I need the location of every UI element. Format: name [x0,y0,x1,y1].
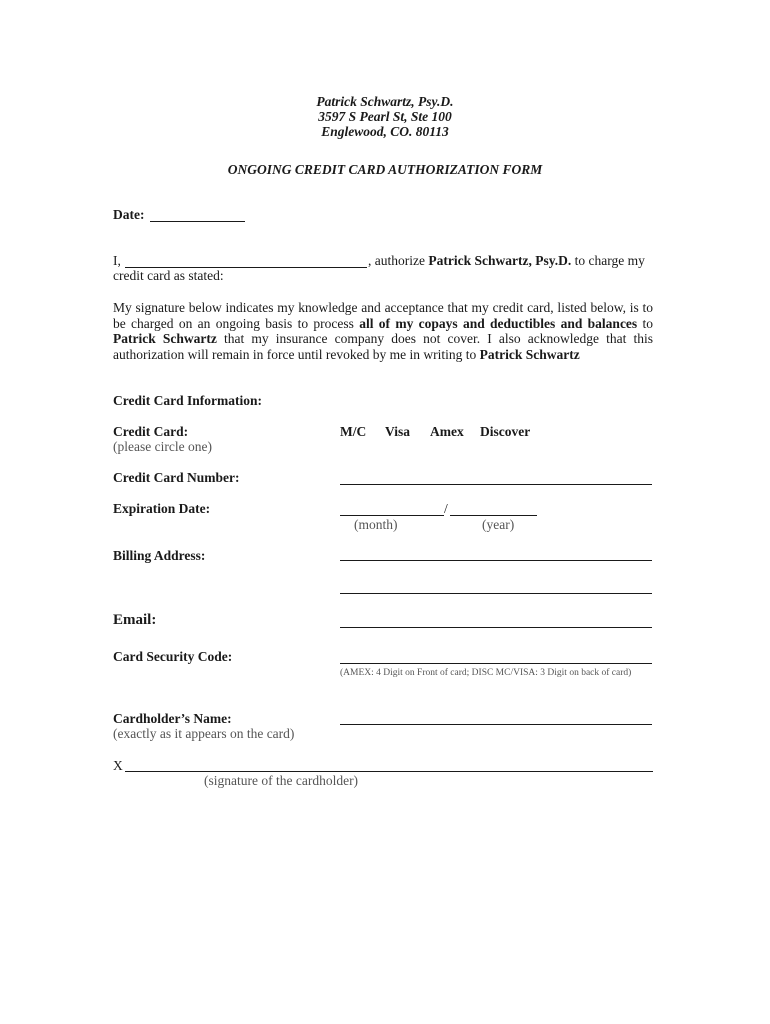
authorize-sentence [368,253,645,269]
authorize-prefix: I, [113,253,121,268]
signature-hint: (signature of the cardholder) [204,773,359,788]
security-code-hint: (AMEX: 4 Digit on Front of card; DISC MC/VISA: 3 Digit on back of card) [340,668,632,678]
billing-address-line-2[interactable] [340,579,652,594]
acknowledgement-paragraph [113,300,653,362]
cardholder-name-hint: (exactly as it appears on the card) [113,726,295,741]
email-label: Email: [113,612,157,628]
paragraph-text-2: to [642,315,654,331]
authorize-suffix: to charge my [574,253,645,268]
signature-prefix: X [113,758,123,773]
date-field[interactable] [150,207,245,222]
form-title: ONGOING CREDIT CARD AUTHORIZATION FORM [227,162,543,177]
practice-street: 3597 S Pearl St, Ste 100 [318,109,452,124]
paragraph-bold-1: all of my copays and deductibles and balances [359,315,638,331]
authorizer-name-field[interactable] [125,253,367,268]
paragraph-text-3: that my insurance company does not cover. I also acknowledge that this authorization will remain in force until revoked by me in writing to [113,331,653,362]
signature-field[interactable] [125,757,653,772]
practice-city: Englewood, CO. 80113 [321,124,449,139]
credit-card-label: Credit Card: [113,424,189,439]
card-number-label: Credit Card Number: [113,470,240,485]
paragraph-bold-3: Patrick Schwartz [479,346,580,362]
card-type-amex[interactable]: Amex [430,424,464,439]
card-type-mc[interactable]: M/C [340,424,367,439]
practitioner-name: Patrick Schwartz, Psy.D. [316,94,454,109]
expiration-month-field[interactable] [340,501,444,516]
authorize-line2: credit card as stated: [113,268,224,283]
expiration-year-field[interactable] [450,501,537,516]
cardholder-name-label: Cardholder’s Name: [113,711,232,726]
expiration-separator: / [444,501,448,516]
card-number-field[interactable] [340,470,652,485]
section-title: Credit Card Information: [113,393,262,408]
cardholder-name-field[interactable] [340,710,652,725]
email-field[interactable] [340,613,652,628]
billing-address-line-1[interactable] [340,546,652,561]
credit-card-hint: (please circle one) [113,439,212,454]
authorize-mid: , authorize [368,253,425,268]
security-code-label: Card Security Code: [113,649,233,664]
month-hint: (month) [354,517,398,532]
paragraph-bold-2: Patrick Schwartz [113,331,217,346]
security-code-field[interactable] [340,649,652,664]
expiration-label: Expiration Date: [113,501,211,516]
year-hint: (year) [482,517,515,532]
paragraph-text-1: My signature below indicates my knowledge and acceptance that my credit card, listed below, is to be charged on an ongoing basis to process [113,300,653,331]
date-label: Date: [113,207,145,222]
authorize-bold-name: Patrick Schwartz, Psy.D. [428,253,572,268]
card-type-visa[interactable]: Visa [385,424,411,439]
billing-label: Billing Address: [113,548,206,563]
card-type-discover[interactable]: Discover [480,424,531,439]
